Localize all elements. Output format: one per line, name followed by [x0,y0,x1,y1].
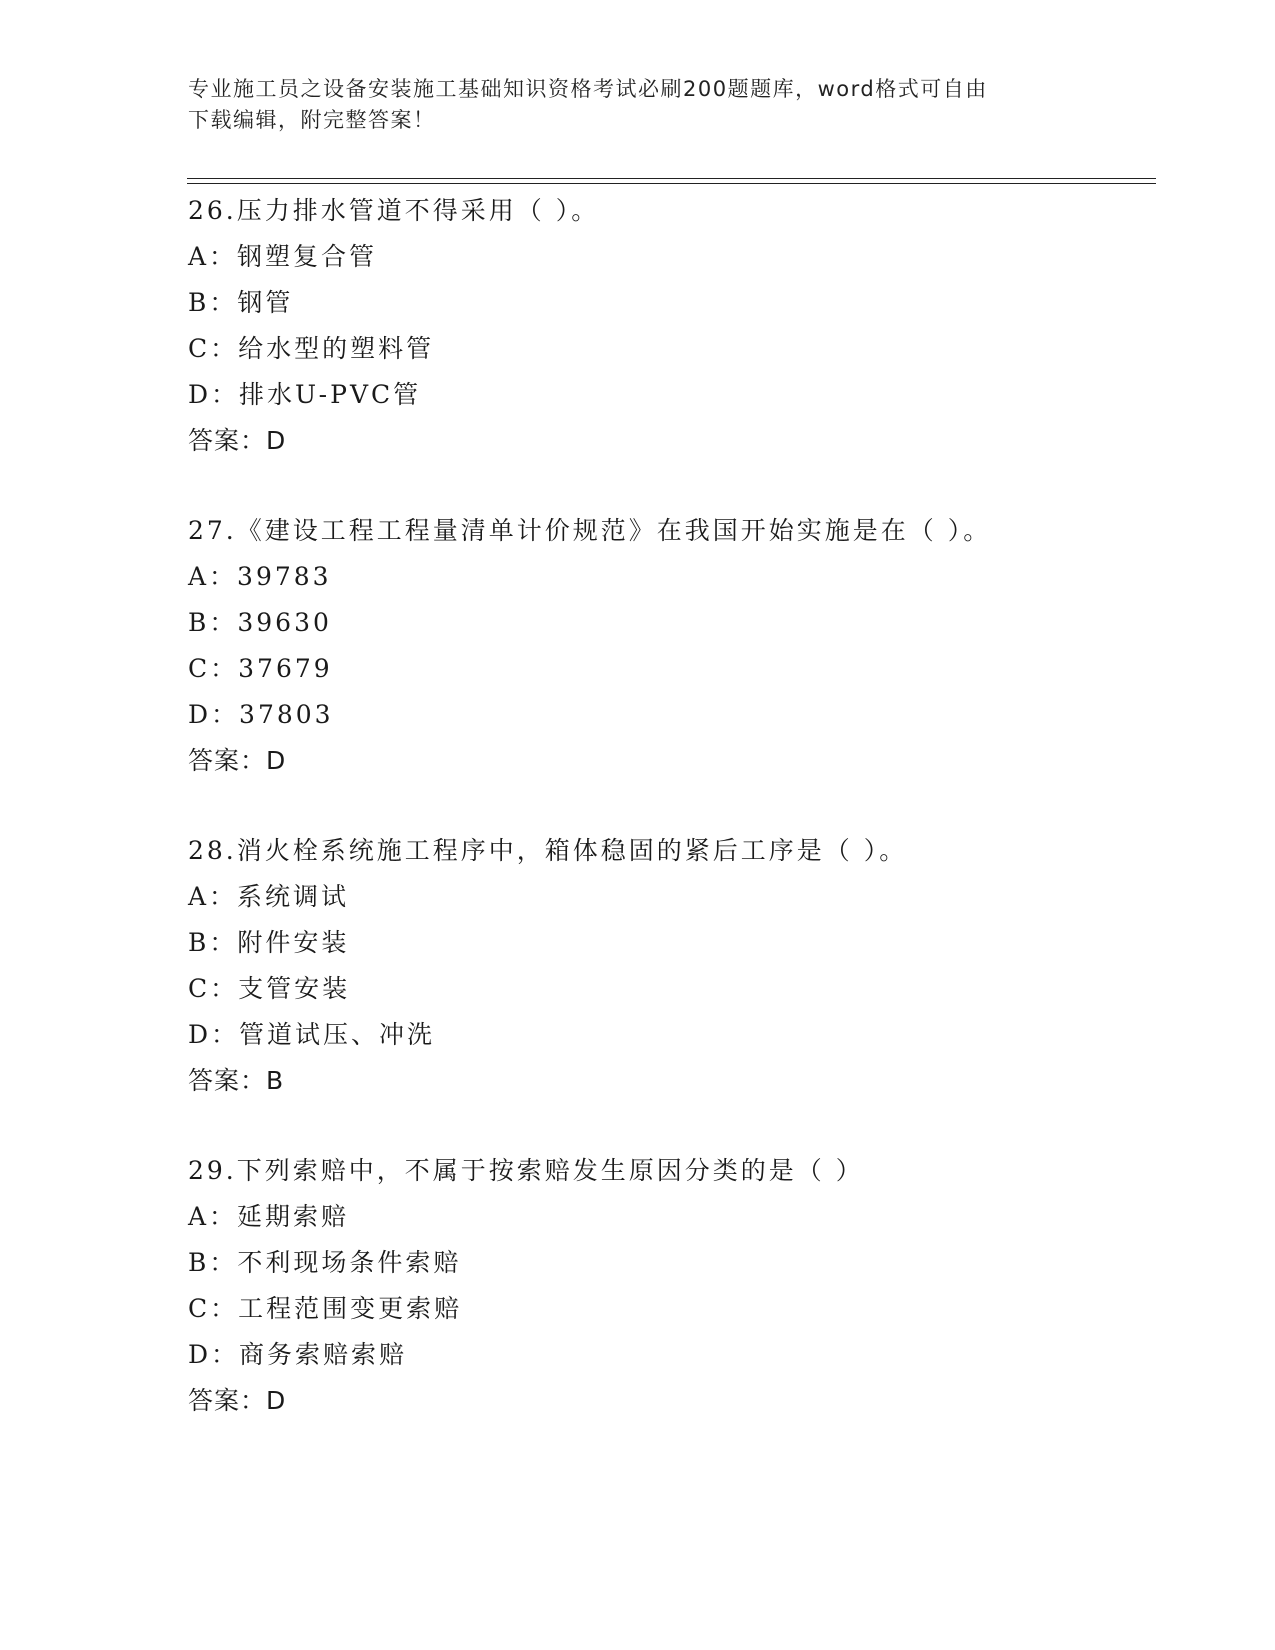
question-stem: 28.消火栓系统施工程序中，箱体稳固的紧后工序是（ ）。 [188,836,908,865]
question-27 [188,508,1148,784]
option-c: C：给水型的塑料管 [188,334,435,363]
answer: 答案：D [188,426,287,455]
answer: 答案：B [188,1066,285,1095]
question-28 [188,828,1148,1104]
question-26 [188,188,1148,464]
header-divider-bottom [187,183,1156,184]
option-b: B：钢管 [188,288,294,317]
document-header [188,74,1088,136]
option-d: D：排水U-PVC管 [188,380,422,409]
option-c: C：支管安装 [188,974,351,1003]
header-divider-top [187,178,1156,179]
answer: 答案：D [188,746,287,775]
option-a: A：延期索赔 [188,1202,350,1231]
option-b: B：39630 [188,608,332,637]
option-b: B：不利现场条件索赔 [188,1248,462,1277]
option-d: D：管道试压、冲洗 [188,1020,436,1049]
question-29 [188,1148,1148,1424]
option-a: A：系统调试 [188,882,350,911]
header-line-1: 专业施工员之设备安装施工基础知识资格考试必刷200题题库，word格式可自由 [188,77,988,101]
option-d: D：商务索赔索赔 [188,1340,408,1369]
header-line-2: 下载编辑，附完整答案！ [188,108,436,132]
option-a: A：钢塑复合管 [188,242,378,271]
option-c: C：37679 [188,654,333,683]
option-d: D：37803 [188,700,334,729]
answer: 答案：D [188,1386,287,1415]
question-stem: 27.《建设工程工程量清单计价规范》在我国开始实施是在（ ）。 [188,516,992,545]
question-stem: 29.下列索赔中，不属于按索赔发生原因分类的是（ ） [188,1156,864,1185]
option-a: A：39783 [188,562,332,591]
question-stem: 26.压力排水管道不得采用（ ）。 [188,196,600,225]
option-b: B：附件安装 [188,928,350,957]
option-c: C：工程范围变更索赔 [188,1294,463,1323]
